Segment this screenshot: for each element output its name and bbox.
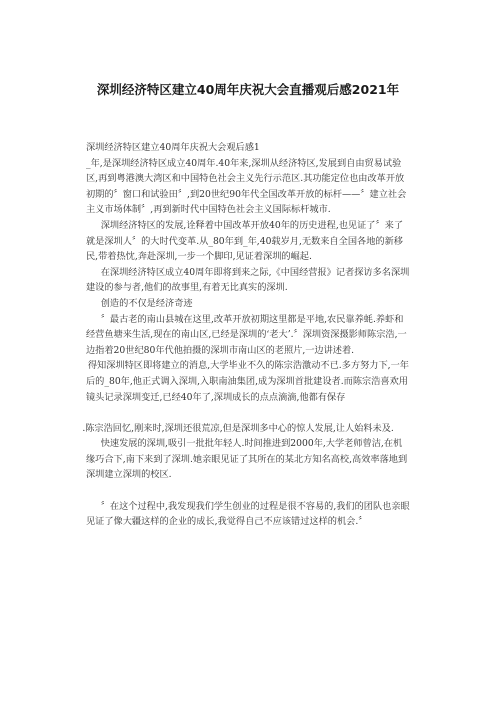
paragraph: 〞最古老的南山县城在这里,改革开放初期这里都是平地,农民靠养蚝.养虾和经营鱼塘来生活,现在的南山区,已经是深圳的‘老大’.〞深圳资深摄影师陈宗浩,一边指着20世纪80年代他拍摄的深圳市南山区的老照片,一边讲述着.	[86, 313, 407, 356]
document-title: 深圳经济特区建立40周年庆祝大会直播观后感2021年	[96, 82, 400, 97]
paragraph: _年,是深圳经济特区成立40周年.40年来,深圳从经济特区,发展到自由贸易试验区,再到粤港澳大湾区和中国特色社会主义先行示范区.其功能定位也由改革开放初期的〞窗口和试验田〞,到20世纪90年代全国改革开放的标杆——〞建立社会主义市场体制〞,再到新时代中国特色社会主义国际标杆城市.	[86, 157, 407, 216]
paragraph: 〞在这个过程中,我发现我们学生创业的过程是很不容易的,我们的团队也亲眼见证了像大疆这样的企业的成长,我觉得自己不应该错过这样的机会.〞	[86, 500, 410, 528]
paragraph: 在深圳经济特区成立40周年即将到来之际,《中国经营报》记者探访多名深圳建设的参与者,他们的故事里,有着无比真实的深圳.	[86, 266, 410, 294]
paragraph: 快速发展的深圳,吸引一批批年轻人.时间推进到2000年,大学老师曾洁,在机缘巧合下,南下来到了深圳.她亲眼见证了其所在的某北方知名高校,高效率落地到深圳建立深圳的校区.	[86, 438, 408, 481]
document-body	[82, 140, 410, 530]
paragraph: 深圳经济特区的发展,诠释着中国改革开放40年的历史进程,也见证了〞来了就是深圳人〞的大时代变革.从_80年到_年,40载岁月,无数来自全国各地的新移民,带着热忱,奔赴深圳,一步一个脚印,见证着深圳的崛起.	[86, 219, 404, 263]
paragraph: 深圳经济特区建立40周年庆祝大会观后感1	[86, 142, 260, 153]
paragraph: .陈宗浩回忆,刚来时,深圳还很荒凉,但是深圳多中心的惊人发展,让人始料未及.	[82, 422, 394, 434]
section-heading: 创造的不仅是经济奇迹	[100, 297, 193, 309]
paragraph: 得知深圳特区即将建立的消息,大学毕业不久的陈宗浩激动不已.多方努力下,一年后的_80年,他正式调入深圳,入职南油集团,成为深圳首批建设者.而陈宗浩喜欢用镜头记录深圳变迁,已经40年了,深圳成长的点点滴滴,他都有保存	[86, 360, 409, 403]
